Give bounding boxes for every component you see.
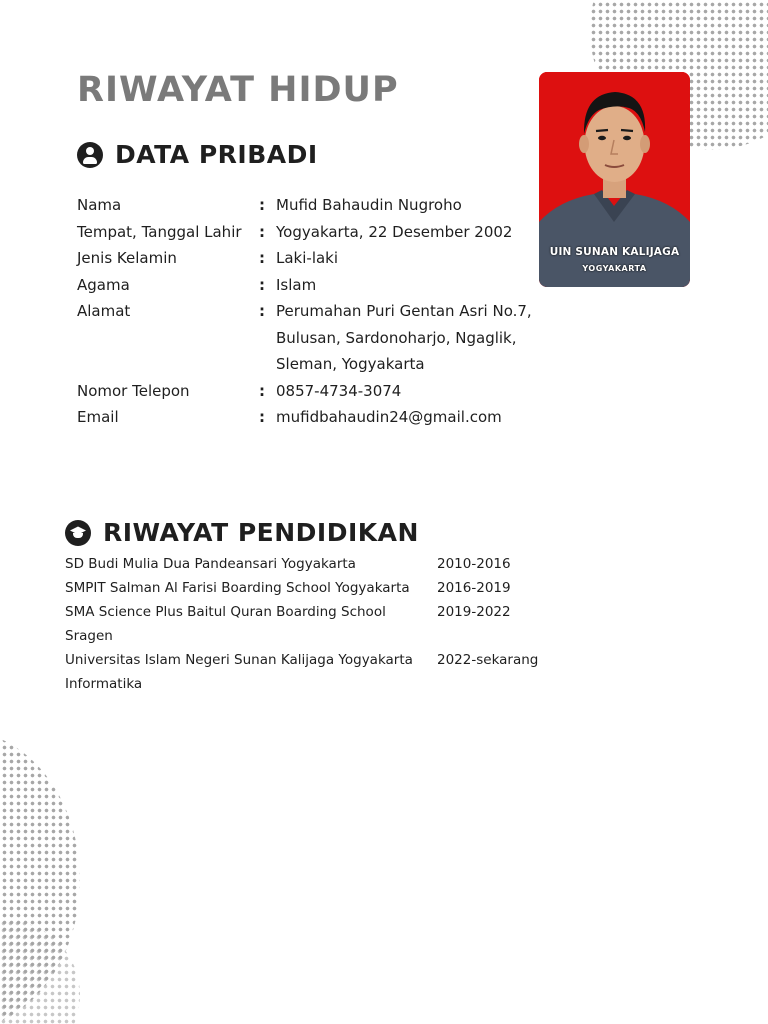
info-separator: :	[259, 381, 265, 400]
info-row-birth	[77, 219, 537, 246]
info-row-religion	[77, 272, 537, 299]
education-row	[65, 552, 625, 576]
profile-photo	[539, 72, 690, 287]
info-row-phone	[77, 378, 537, 405]
info-separator: :	[259, 408, 265, 426]
info-value: Laki-laki	[276, 249, 339, 267]
info-value: Perumahan Puri Gentan Asri No.7, Bulusan, Sardonoharjo, Ngaglik, Sleman, Yogyakarta	[276, 302, 532, 373]
education-years: 2022-sekarang	[437, 652, 539, 668]
photo-caption: UIN SUNAN KALIJAGA	[549, 246, 680, 258]
info-row-gender	[77, 245, 537, 272]
education-school: Universitas Islam Negeri Sunan Kalijaga Yogyakarta Informatika	[65, 652, 413, 692]
page-title: RIWAYAT HIDUP	[77, 70, 399, 110]
education-years: 2019-2022	[437, 604, 511, 620]
info-value: Mufid Bahaudin Nugroho	[276, 196, 462, 214]
info-separator: :	[259, 249, 265, 267]
education-list	[65, 552, 625, 696]
info-row-address	[77, 298, 537, 378]
person-icon	[77, 142, 103, 168]
info-label: Nomor Telepon	[77, 381, 190, 400]
education-years: 2016-2019	[437, 580, 511, 596]
photo-caption-sub: YOGYAKARTA	[582, 264, 647, 273]
education-school: SMPIT Salman Al Farisi Boarding School Yogyakarta	[65, 580, 410, 596]
info-separator: :	[259, 275, 265, 294]
info-label: Email	[77, 408, 119, 426]
info-value: Islam	[276, 275, 317, 294]
info-label: Nama	[77, 196, 122, 214]
education-school: SD Budi Mulia Dua Pandeansari Yogyakarta	[65, 556, 356, 572]
info-value: Yogyakarta, 22 Desember 2002	[276, 222, 513, 241]
info-separator: :	[259, 222, 265, 241]
info-label: Alamat	[77, 302, 131, 320]
education-title: RIWAYAT PENDIDIKAN	[103, 518, 419, 547]
info-separator: :	[259, 302, 265, 320]
education-row	[65, 600, 625, 648]
education-row	[65, 576, 625, 600]
personal-data-table	[77, 192, 537, 431]
info-row-name	[77, 192, 537, 219]
graduation-cap-icon	[65, 520, 91, 546]
info-label: Tempat, Tanggal Lahir	[77, 222, 242, 241]
info-value: mufidbahaudin24@gmail.com	[276, 408, 502, 426]
education-header	[65, 518, 419, 547]
personal-data-header	[77, 140, 318, 169]
personal-data-title: DATA PRIBADI	[115, 140, 318, 169]
info-label: Jenis Kelamin	[77, 249, 177, 267]
info-row-email	[77, 404, 537, 431]
education-row	[65, 648, 625, 696]
info-value: 0857-4734-3074	[276, 381, 402, 400]
info-label: Agama	[77, 275, 130, 294]
education-school: SMA Science Plus Baitul Quran Boarding School Sragen	[65, 604, 386, 644]
info-separator: :	[259, 196, 265, 214]
education-years: 2010-2016	[437, 556, 511, 572]
